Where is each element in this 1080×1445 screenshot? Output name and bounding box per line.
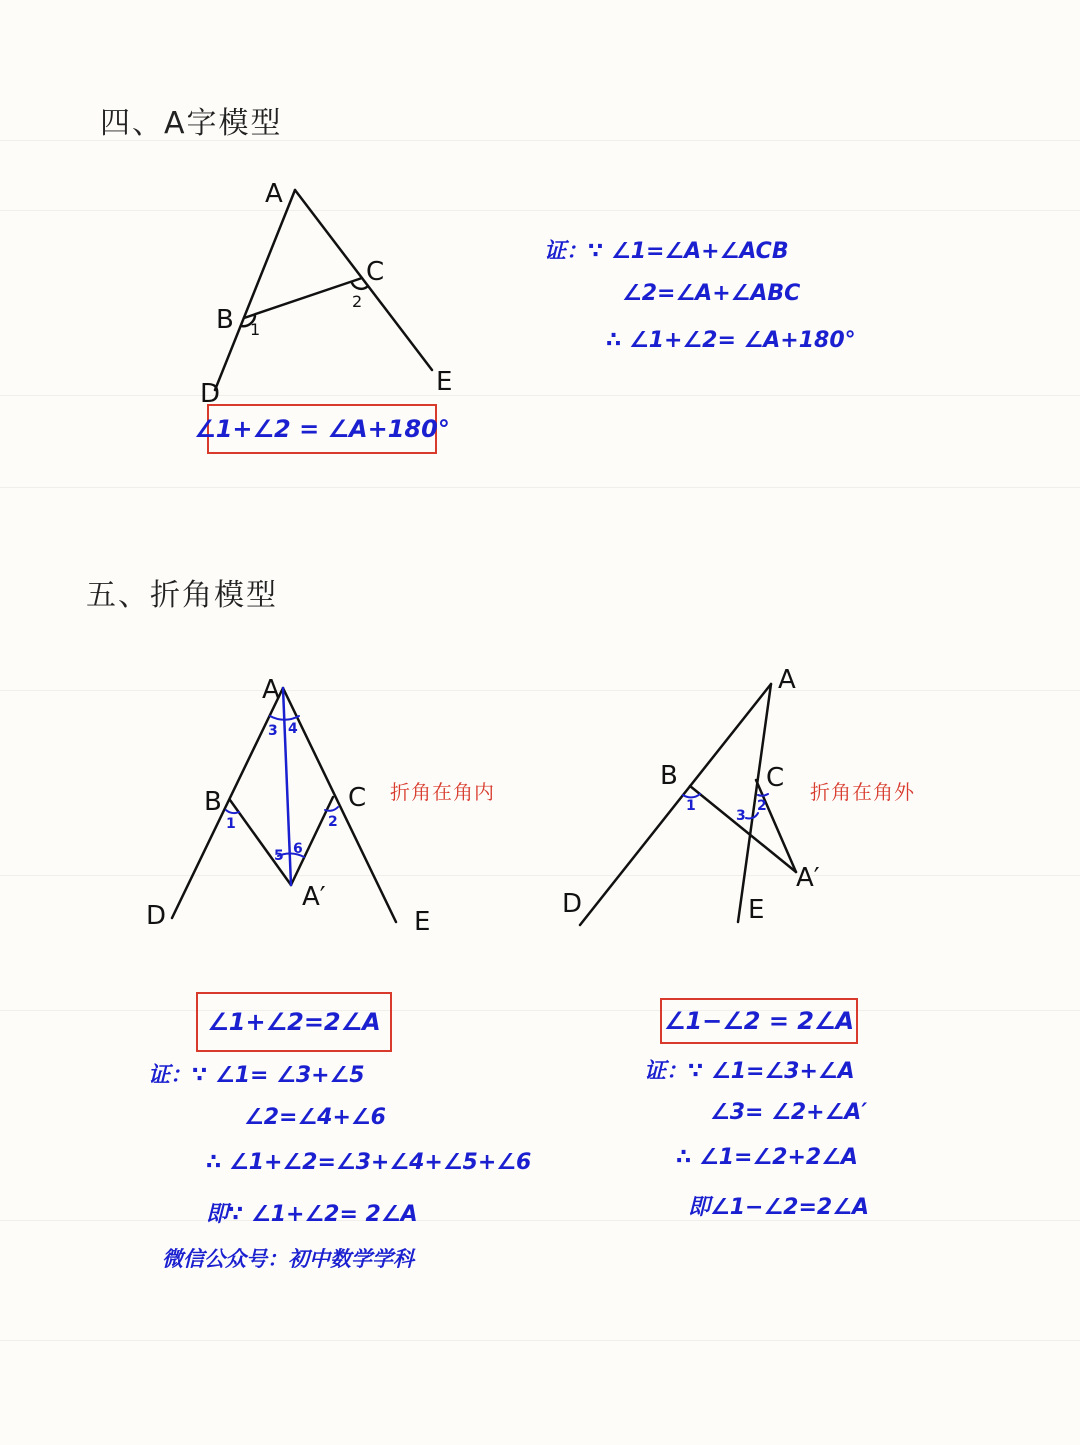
- right-result-box: ∠1−∠2 = 2∠A: [660, 998, 858, 1044]
- section4-proof-line3: ∴ ∠1+∠2= ∠A+180°: [606, 328, 856, 353]
- label-angle1: 1: [686, 798, 696, 814]
- label-angle2: 2: [352, 292, 363, 311]
- section4-proof-line1: 证：∵ ∠1=∠A+∠ACB: [544, 239, 789, 264]
- segment-AA-prime: [283, 688, 291, 885]
- label-A: A: [262, 675, 280, 705]
- right-fold-note: 折角在角外: [810, 780, 915, 804]
- line-AE: [283, 688, 396, 922]
- left-proof-line3: ∴ ∠1+∠2=∠3+∠4+∠5+∠6: [206, 1150, 532, 1175]
- label-E: E: [436, 367, 453, 397]
- left-proof-line1: 证：∵ ∠1= ∠3+∠5: [148, 1063, 365, 1088]
- label-A: A: [778, 665, 796, 695]
- left-proof-line2: ∠2=∠4+∠6: [244, 1105, 386, 1130]
- angle1-arc: [683, 794, 700, 797]
- label-angle2: 2: [757, 798, 767, 814]
- label-angle4: 4: [288, 721, 298, 737]
- label-C: C: [366, 257, 385, 287]
- section5-title: 五、折角模型: [86, 578, 278, 613]
- label-E: E: [748, 895, 765, 925]
- label-C: C: [348, 783, 367, 813]
- right-proof-line2: ∠3= ∠2+∠A′: [710, 1100, 868, 1125]
- wechat-footer: 微信公众号：初中数学学科: [162, 1247, 414, 1271]
- section4-proof-line2: ∠2=∠A+∠ABC: [622, 281, 801, 306]
- label-angle3: 3: [268, 723, 278, 739]
- label-E: E: [414, 907, 431, 937]
- line-AE: [295, 190, 432, 370]
- label-angle5: 5: [274, 848, 284, 864]
- left-proof-line4: 即∵ ∠1+∠2= 2∠A: [206, 1202, 418, 1227]
- label-A-prime: A′: [796, 863, 820, 893]
- right-proof-line3: ∴ ∠1=∠2+2∠A: [676, 1145, 858, 1170]
- label-D: D: [562, 889, 583, 919]
- section4-title: 四、A字模型: [100, 106, 283, 141]
- left-fold-note: 折角在角内: [390, 780, 495, 804]
- right-proof-line1: 证：∵ ∠1=∠3+∠A: [644, 1059, 855, 1084]
- label-A-prime: A′: [302, 882, 326, 912]
- label-D: D: [200, 379, 221, 409]
- label-B: B: [660, 761, 678, 791]
- figure-a-shape: [215, 190, 432, 390]
- right-proof-line4: 即∠1−∠2=2∠A: [688, 1195, 869, 1220]
- left-result-box: ∠1+∠2=2∠A: [196, 992, 392, 1052]
- label-B: B: [204, 787, 222, 817]
- line-AD: [172, 688, 283, 918]
- label-angle3: 3: [736, 808, 746, 824]
- label-angle6: 6: [293, 841, 303, 857]
- label-B: B: [216, 305, 234, 335]
- section4-result-box: ∠1+∠2 = ∠A+180°: [207, 404, 437, 454]
- label-angle1: 1: [226, 816, 236, 832]
- label-angle1: 1: [250, 320, 261, 339]
- segment-CA-prime: [756, 780, 796, 872]
- label-angle2: 2: [328, 814, 338, 830]
- segment-BC: [244, 278, 362, 318]
- label-D: D: [146, 901, 167, 931]
- segment-BA-prime: [690, 786, 796, 872]
- label-A: A: [265, 179, 283, 209]
- line-AD: [215, 190, 295, 390]
- label-C: C: [766, 763, 785, 793]
